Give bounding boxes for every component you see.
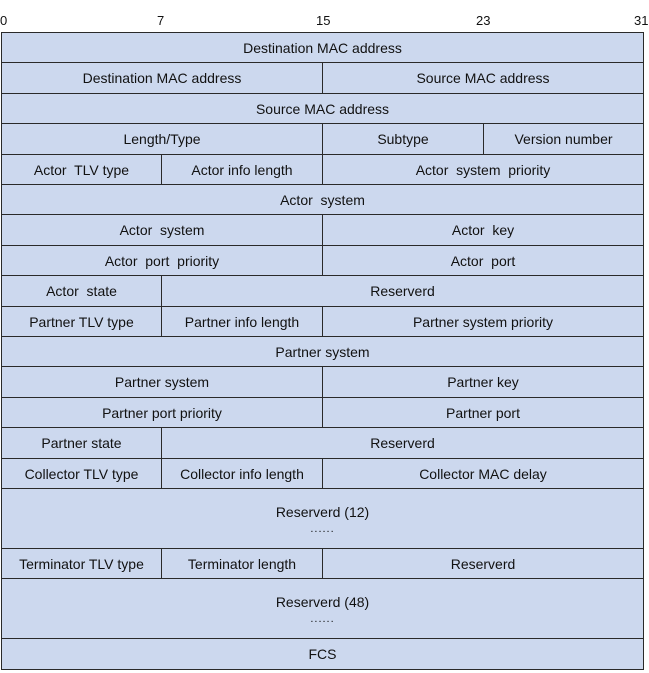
- field-label: Collector MAC delay: [419, 465, 547, 482]
- field-actor-system-priority: [322, 154, 644, 185]
- field-label: Reserverd (48): [275, 593, 370, 610]
- field-label: Source MAC address: [255, 100, 390, 117]
- field-source-mac-address: [322, 62, 644, 94]
- field-label: Terminator TLV type: [19, 555, 144, 572]
- field-label: Collector TLV type: [24, 465, 139, 482]
- field-actor-system: [1, 214, 323, 246]
- field-label: Actor system: [119, 222, 205, 238]
- field-partner-port-priority: [1, 397, 323, 428]
- field-partner-system: [1, 336, 644, 367]
- field-destination-mac-address: [1, 32, 644, 63]
- field-fcs: [1, 638, 644, 670]
- bit-tick-23: 23: [476, 13, 491, 28]
- field-actor-port-priority: [1, 245, 323, 276]
- bit-ruler: [0, 0, 649, 32]
- field-reserverd: [161, 427, 644, 459]
- field-label: Partner system: [275, 343, 370, 360]
- field-partner-system-priority: [322, 306, 644, 337]
- field-label: Partner key: [447, 374, 519, 390]
- field-label: Destination MAC address: [243, 39, 402, 56]
- field-label: Actor port: [450, 252, 516, 269]
- field-label: Actor state: [46, 283, 117, 299]
- field-label: Destination MAC address: [82, 70, 242, 86]
- field-actor-tlv-type: [1, 154, 162, 185]
- field-label: Actor TLV type: [33, 161, 130, 178]
- field-label: Reserverd: [370, 283, 435, 299]
- field-label: Partner state: [41, 435, 122, 451]
- lacpdu-frame-format: [1, 32, 643, 664]
- field-label: Partner port priority: [102, 404, 222, 421]
- field-subtype: [322, 123, 484, 155]
- field-reserverd-12: [1, 488, 644, 549]
- field-terminator-length: [161, 548, 323, 579]
- field-actor-state: [1, 275, 162, 307]
- field-label: Version number: [514, 131, 613, 147]
- field-partner-tlv-type: [1, 306, 162, 337]
- field-length-type: [1, 123, 323, 155]
- bit-tick-15: 15: [316, 13, 331, 28]
- field-collector-mac-delay: [322, 458, 644, 489]
- field-label: FCS: [308, 646, 337, 662]
- bit-tick-0: 0: [0, 13, 8, 28]
- field-label: Actor system: [280, 191, 365, 208]
- field-label: Collector info length: [180, 465, 304, 482]
- field-label: Source MAC address: [416, 70, 550, 86]
- field-actor-info-length: [161, 154, 323, 185]
- field-reserverd: [161, 275, 644, 307]
- field-actor-key: [322, 214, 644, 246]
- field-label: Actor key: [451, 222, 515, 238]
- field-label: Partner system priority: [412, 313, 554, 330]
- field-label: Partner system: [114, 374, 210, 390]
- field-partner-port: [322, 397, 644, 428]
- field-partner-system: [1, 366, 323, 398]
- field-label: Actor port priority: [104, 252, 220, 269]
- field-actor-port: [322, 245, 644, 276]
- field-reserverd: [322, 548, 644, 579]
- ellipsis-dots: ......: [310, 612, 335, 625]
- field-label: Subtype: [377, 131, 429, 147]
- field-label: Reserverd: [370, 435, 435, 451]
- field-label: Reserverd (12): [275, 503, 370, 520]
- field-partner-state: [1, 427, 162, 459]
- field-partner-key: [322, 366, 644, 398]
- ellipsis-dots: ......: [310, 522, 335, 535]
- field-terminator-tlv-type: [1, 548, 162, 579]
- field-label: Partner port: [446, 404, 520, 421]
- field-label: Length/Type: [123, 131, 201, 147]
- field-label: Actor system priority: [415, 161, 551, 178]
- field-collector-info-length: [161, 458, 323, 489]
- field-actor-system: [1, 184, 644, 215]
- bit-tick-31: 31: [634, 13, 649, 28]
- field-partner-info-length: [161, 306, 323, 337]
- field-destination-mac-address: [1, 62, 323, 94]
- field-label: Partner info length: [184, 313, 300, 330]
- field-reserverd-48: [1, 578, 644, 639]
- field-source-mac-address: [1, 93, 644, 124]
- field-version-number: [483, 123, 644, 155]
- field-label: Partner TLV type: [29, 313, 134, 330]
- bit-tick-7: 7: [157, 13, 165, 28]
- field-label: Reserverd: [450, 555, 516, 572]
- field-label: Terminator length: [187, 555, 297, 572]
- field-collector-tlv-type: [1, 458, 162, 489]
- field-label: Actor info length: [191, 161, 293, 178]
